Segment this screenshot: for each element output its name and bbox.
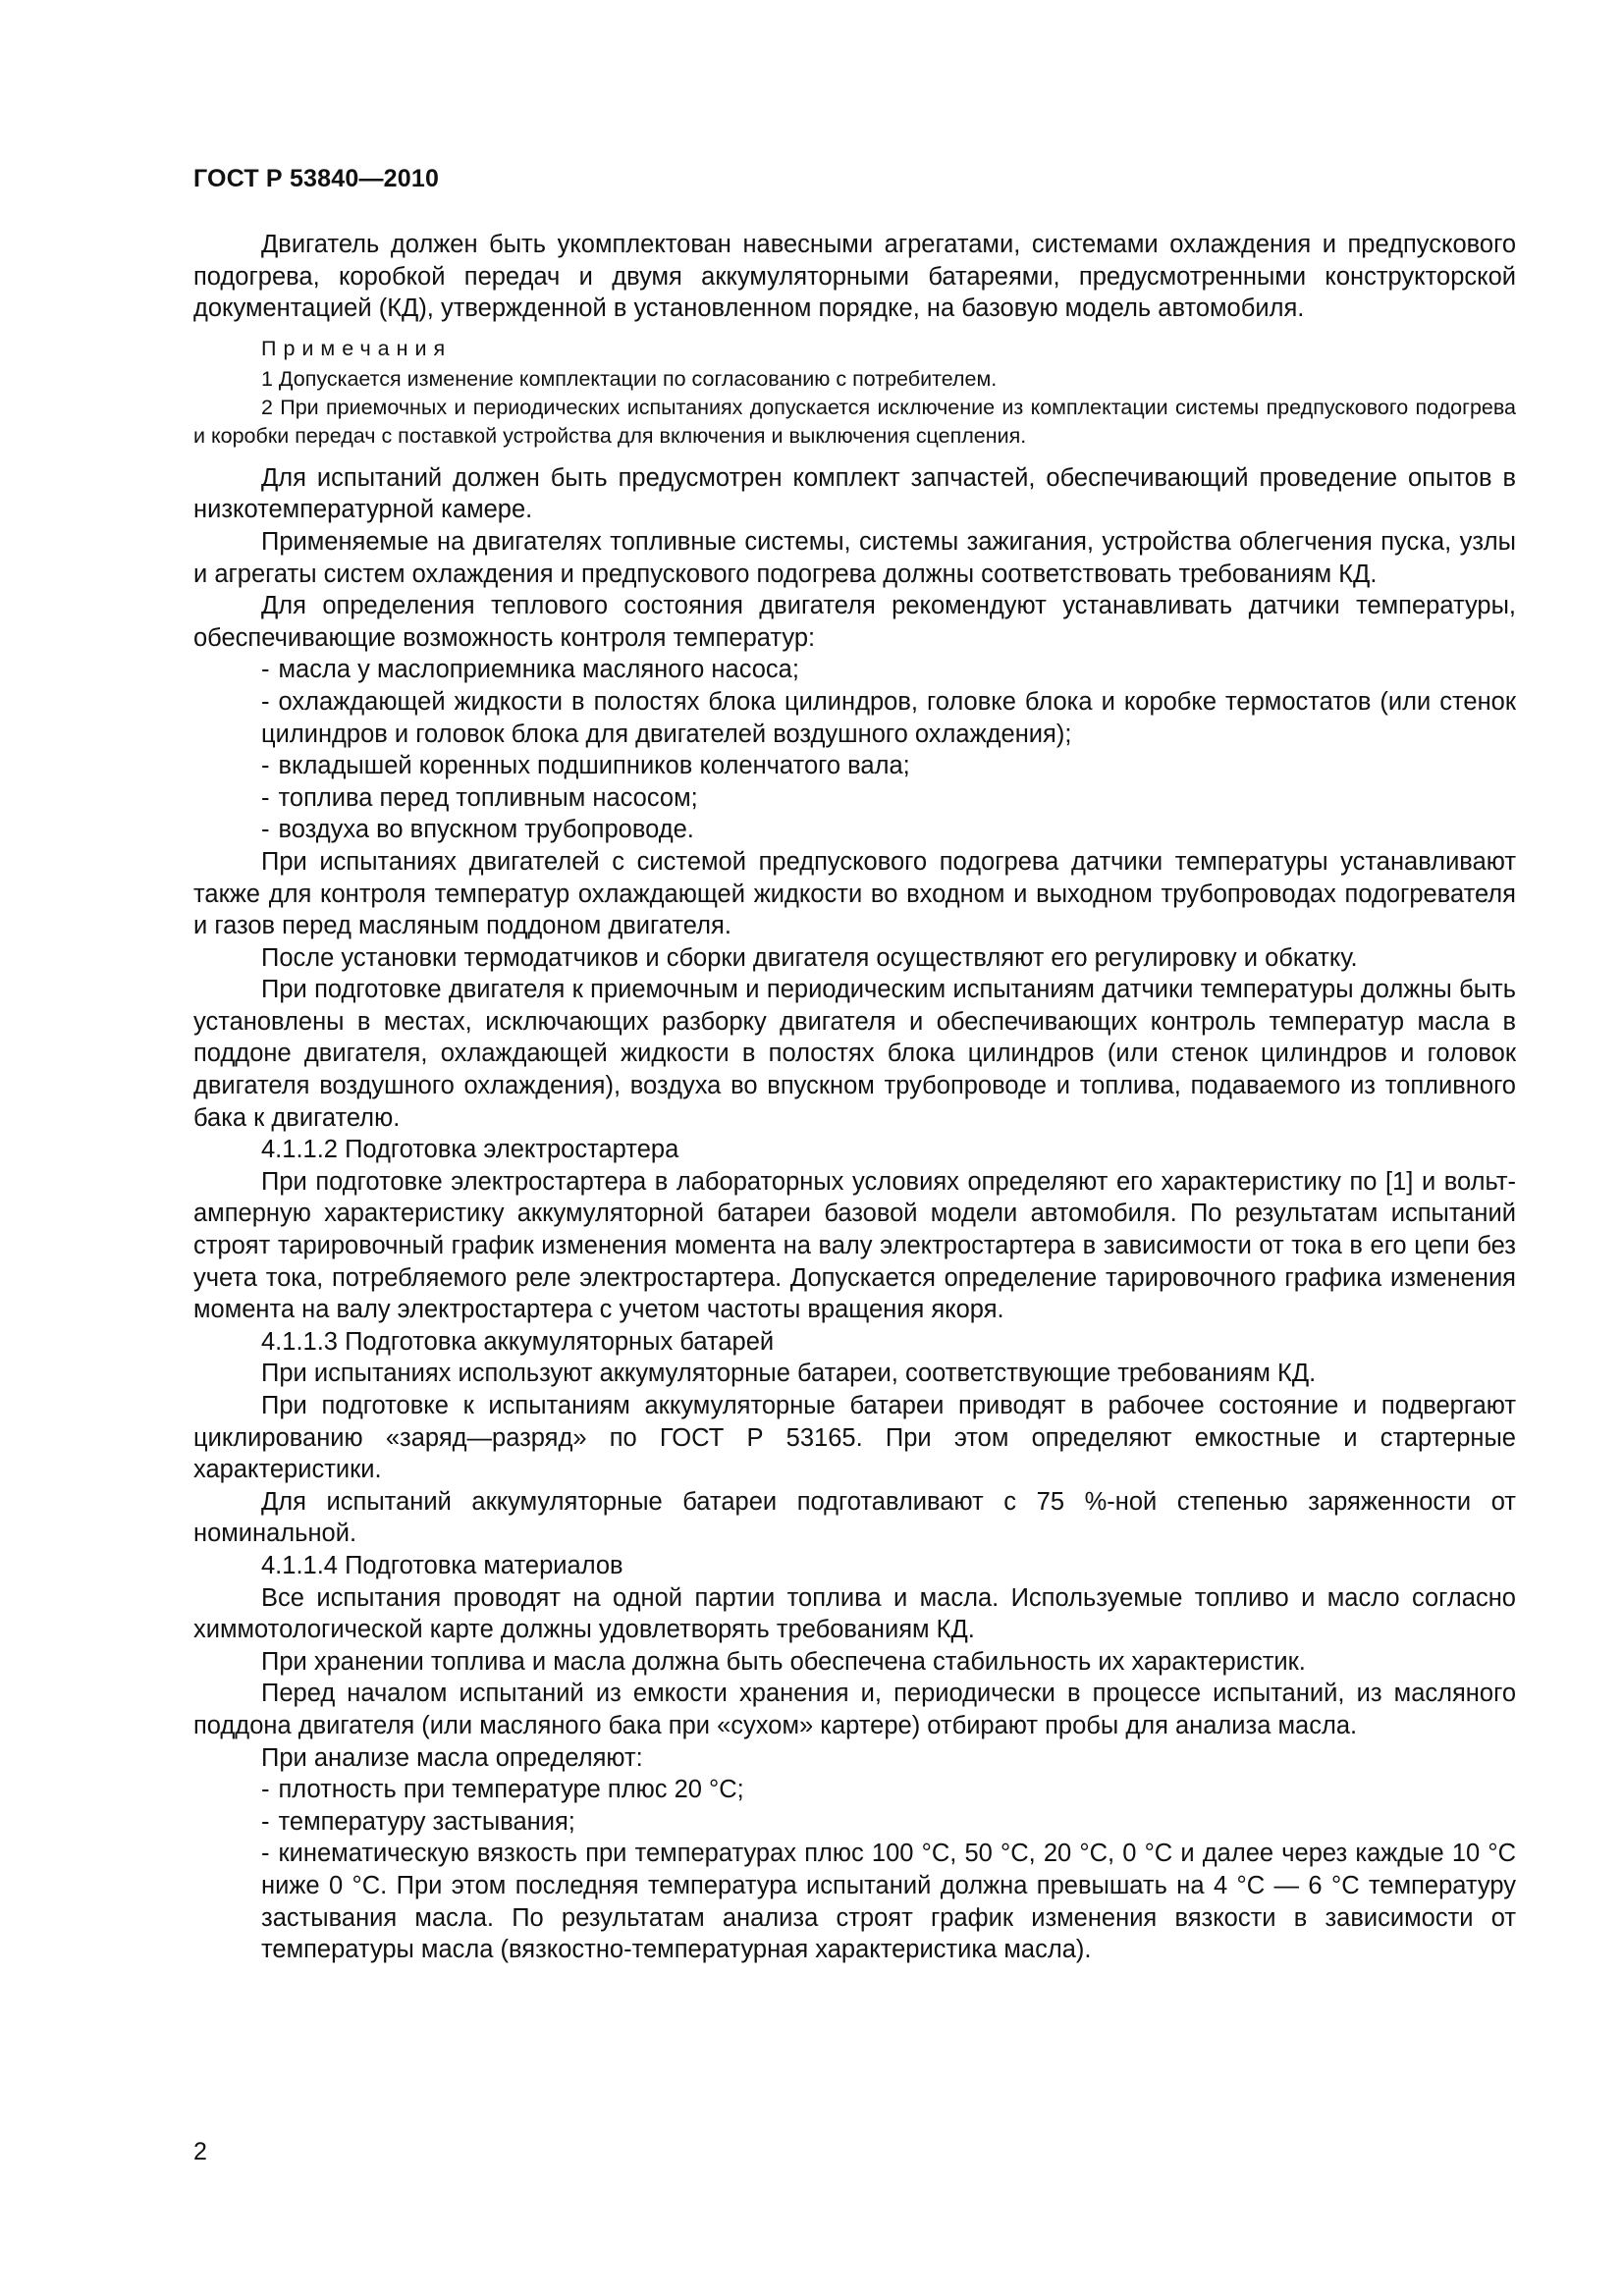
note-item: 2 При приемочных и периодических испытаниях допускается исключение из комплектации системы предпускового подогрева и коробки передач с поставкой устройства для включения и выключения сцепления.: [193, 395, 1516, 448]
notes-block: [193, 335, 1516, 451]
list-item: [193, 750, 1516, 782]
document-body: [193, 229, 1516, 1966]
dash-marker: -: [261, 816, 270, 844]
list-item: [193, 1806, 1516, 1839]
page-number: 2: [193, 2138, 207, 2165]
paragraph: При хранении топлива и масла должна быть обеспечена стабильность их характеристик.: [261, 1647, 1306, 1676]
list-item-text: масла у маслоприемника масляного насоса;: [278, 656, 799, 684]
dash-marker: -: [261, 687, 270, 716]
list-item: [193, 686, 1516, 750]
dash-marker: -: [261, 1776, 270, 1804]
dash-marker: -: [261, 656, 270, 684]
list-item: [193, 1838, 1516, 1965]
note-item: 1 Допускается изменение комплектации по согласованию с потребителем.: [261, 366, 998, 391]
intro-paragraph: Двигатель должен быть укомплектован навесными агрегатами, системами охлаждения и предпускового подогрева, коробкой передач и двумя аккумуляторными батареями, предусмотренными конструкторской документацией (КД), утвержденной в установленном порядке, на базовую модель автомобиля.: [193, 231, 1516, 323]
paragraph: При испытаниях двигателей с системой предпускового подогрева датчики температуры устанавливают также для контроля температур охлаждающей жидкости во входном и выходном трубопроводах подогревателя и газов перед масляным поддоном двигателя.: [193, 847, 1516, 940]
paragraph: При подготовке двигателя к приемочным и периодическим испытаниям датчики температуры должны быть установлены в местах, исключающих разборку двигателя и обеспечивающих контроль температур масла в поддоне двигателя, охлаждающей жидкости в полостях блока цилиндров (или стенок цилиндров и головок двигателя воздушного охлаждения), воздуха во впускном трубопроводе и топлива, подаваемого из топливного бака к двигателю.: [193, 976, 1516, 1132]
paragraph: После установки термодатчиков и сборки двигателя осуществляют его регулировку и обкатку.: [261, 943, 1358, 972]
dash-marker: -: [261, 1807, 270, 1836]
list-item: [193, 782, 1516, 815]
list-item-text: вкладышей коренных подшипников коленчатого вала;: [278, 752, 910, 780]
paragraph: Для определения теплового состояния двигателя рекомендуют устанавливать датчики температуры, обеспечивающие возможность контроля температур:: [193, 592, 1516, 652]
paragraph: При анализе масла определяют:: [261, 1743, 643, 1772]
list-item: [193, 654, 1516, 686]
list-item-text: кинематическую вязкость при температурах плюс 100 °С, 50 °С, 20 °С, 0 °С и далее через каждые 10 °С ниже 0 °С. При этом последняя температура испытаний должна превышать на 4 °С — 6 °С температуру застывания масла. По результатам анализа строят график изменения вязкости в зависимости от температуры масла (вязкостно-температурная характеристика масла).: [261, 1840, 1516, 1964]
paragraph: При подготовке к испытаниям аккумуляторные батареи приводят в рабочее состояние и подвергают циклированию «заряд—разряд» по ГОСТ Р 53165. При этом определяют емкостные и стартерные характеристики.: [193, 1392, 1516, 1484]
list-item-text: воздуха во впускном трубопроводе.: [278, 816, 694, 844]
paragraph: Для испытаний должен быть предусмотрен комплект запчастей, обеспечивающий проведение опытов в низкотемпературной камере.: [193, 463, 1516, 524]
list-item: [193, 814, 1516, 846]
paragraph: Перед началом испытаний из емкости хранения и, периодически в процессе испытаний, из масляного поддона двигателя (или масляного бака при «сухом» картере) отбирают пробы для анализа масла.: [193, 1680, 1516, 1739]
dash-marker: -: [261, 752, 270, 780]
list-item-text: охлаждающей жидкости в полостях блока цилиндров, головке блока и коробке термостатов (или стенок цилиндров и головок блока для двигателей воздушного охлаждения);: [261, 687, 1516, 748]
paragraph: Применяемые на двигателях топливные системы, системы зажигания, устройства облегчения пуска, узлы и агрегаты систем охлаждения и предпускового подогрева должны соответствовать требованиям КД.: [193, 527, 1516, 588]
list-item: [193, 1774, 1516, 1806]
paragraph: Для испытаний аккумуляторные батареи подготавливают с 75 %-ной степенью заряженности от номинальной.: [193, 1487, 1516, 1548]
section-heading: 4.1.1.3 Подготовка аккумуляторных батарей: [261, 1327, 775, 1356]
list-item-text: плотность при температуре плюс 20 °С;: [278, 1776, 744, 1804]
section-heading: 4.1.1.2 Подготовка электростартера: [261, 1136, 679, 1164]
list-item-text: температуру застывания;: [278, 1807, 575, 1836]
paragraph: При испытаниях используют аккумуляторные батареи, соответствующие требованиям КД.: [261, 1360, 1317, 1388]
dash-marker: -: [261, 1840, 270, 1868]
dash-marker: -: [261, 783, 270, 812]
notes-title: Примечания: [261, 336, 453, 360]
list-item-text: топлива перед топливным насосом;: [278, 783, 698, 812]
section-heading: 4.1.1.4 Подготовка материалов: [261, 1551, 623, 1579]
paragraph: Все испытания проводят на одной партии топлива и масла. Используемые топливо и масло согласно химмотологической карте должны удовлетворять требованиям КД.: [193, 1583, 1516, 1644]
paragraph: При подготовке электростартера в лабораторных условиях определяют его характеристику по [1] и вольт-амперную характеристику аккумуляторной батареи базовой модели автомобиля. По результатам испытаний строят тарировочный график изменения момента на валу электростартера в зависимости от тока в его цепи без учета тока, потребляемого реле электростартера. Допускается определение тарировочного графика изменения момента на валу электростартера с учетом частоты вращения якоря.: [193, 1167, 1516, 1324]
document-header: ГОСТ Р 53840—2010: [193, 165, 440, 192]
